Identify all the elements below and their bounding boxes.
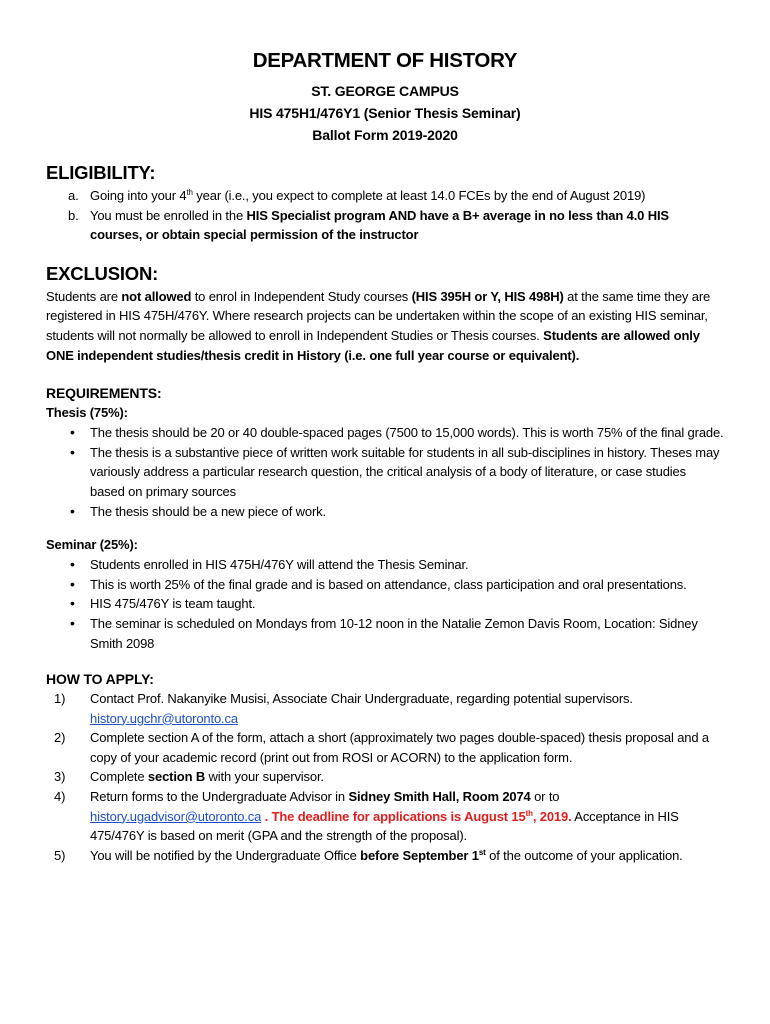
bold-run: Students are allowed only ONE independent studies/thesis credit in History (i.e. one full year course or equivalent).: [46, 327, 700, 363]
list-marker: 1): [54, 691, 66, 707]
department-title: DEPARTMENT OF HISTORY: [252, 49, 518, 72]
superscript: st: [478, 847, 486, 857]
step-text: You will be notified by the Undergraduate Office: [90, 847, 361, 863]
step-text: Contact Prof. Nakanyike Musisi, Associate Chair Undergraduate, regarding potential supervisors.: [90, 691, 633, 707]
campus-line: ST. GEORGE CAMPUS: [311, 83, 459, 99]
bold-run: not allowed: [121, 288, 192, 304]
apply-step-1: [54, 689, 724, 728]
list-marker: 4): [54, 789, 66, 805]
step-text: Complete section A of the form, attach a short (approximately two pages double-spaced) thesis proposal and a copy of your academic record (print out from ROSI or ACORN) to the application form.: [90, 730, 709, 765]
associate-chair-email-link[interactable]: history.ugchr@utoronto.ca: [90, 710, 238, 726]
apply-step-5: [54, 846, 724, 866]
text-run: to enrol in Independent Study courses: [191, 288, 412, 304]
seminar-list: [46, 555, 724, 653]
step-text: Return forms to the Undergraduate Advisor in: [90, 789, 349, 805]
deadline-text: , 2019.: [532, 808, 572, 824]
list-marker: b.: [68, 207, 79, 223]
list-marker: 2): [54, 730, 66, 746]
thesis-heading: Thesis (75%):: [46, 405, 128, 421]
list-item: • Students enrolled in HIS 475H/476Y will attend the Thesis Seminar.: [68, 555, 724, 575]
step-text: with your supervisor.: [205, 769, 324, 785]
step-text: Complete: [90, 769, 148, 785]
list-item: • The thesis is a substantive piece of written work suitable for students in all sub-disciplines in history. Theses may variously address a particular research question, the critical analysis of a body of literature, or case studies based on primary sources: [68, 443, 724, 502]
eligibility-item-b: [68, 206, 724, 245]
exclusion-heading: EXCLUSION:: [46, 262, 159, 284]
apply-steps-list: [46, 689, 724, 865]
undergraduate-advisor-email-link[interactable]: history.ugadvisor@utoronto.ca: [90, 808, 262, 824]
deadline-text: . The deadline for applications is August 15: [261, 808, 526, 824]
step-bold-text: section B: [147, 769, 206, 785]
seminar-heading: Seminar (25%):: [46, 537, 138, 553]
apply-step-2: [54, 728, 724, 767]
list-marker: 5): [54, 847, 66, 863]
apply-step-3: [54, 767, 724, 787]
item-bold-text: HIS Specialist program AND have a B+ average in no less than 4.0 HIS courses, or obtain special permission of the instructor: [90, 207, 669, 243]
item-text: You must be enrolled in the: [90, 207, 247, 223]
list-item: • The seminar is scheduled on Mondays from 10-12 noon in the Natalie Zemon Davis Room, Location: Sidney Smith 2098: [68, 614, 724, 653]
superscript: th: [525, 808, 533, 818]
eligibility-list: [46, 186, 724, 245]
list-item: • HIS 475/476Y is team taught.: [68, 594, 724, 614]
apply-step-4: [54, 787, 724, 846]
list-item: • The thesis should be a new piece of work.: [68, 502, 724, 522]
eligibility-item-a: [68, 186, 724, 206]
step-bold-text: before September 1: [360, 847, 479, 863]
eligibility-heading: ELIGIBILITY:: [46, 162, 156, 183]
item-text: Going into your 4: [90, 188, 187, 203]
text-run: Students are: [46, 288, 122, 304]
step-text: or to: [530, 789, 560, 805]
ballot-form-line: Ballot Form 2019-2020: [312, 127, 458, 143]
course-line: HIS 475H1/476Y1 (Senior Thesis Seminar): [249, 105, 521, 121]
how-to-apply-heading: HOW TO APPLY:: [46, 671, 154, 688]
thesis-list: [46, 423, 724, 521]
step-text: of the outcome of your application.: [485, 847, 683, 863]
text-run: at the same time they are registered in HIS 475H/476Y. Where research projects can be undertaken within the scope of an existing HIS seminar, students will not normally be allowed to enroll in Independent Studies or Thesis courses.: [46, 288, 711, 343]
step-bold-text: Sidney Smith Hall, Room 2074: [348, 789, 531, 805]
requirements-heading: REQUIREMENTS:: [46, 385, 162, 402]
list-item: • This is worth 25% of the final grade and is based on attendance, class participation and oral presentations.: [68, 575, 724, 595]
bold-run: (HIS 395H or Y, HIS 498H): [411, 288, 564, 304]
list-item: • The thesis should be 20 or 40 double-spaced pages (7500 to 15,000 words). This is worth 75% of the final grade.: [68, 423, 724, 443]
exclusion-paragraph: [46, 287, 724, 365]
step-text: Acceptance in HIS 475/476Y is based on merit (GPA and the strength of the proposal).: [90, 808, 679, 844]
superscript: th: [186, 188, 193, 197]
item-text: year (i.e., you expect to complete at least 14.0 FCEs by the end of August 2019): [192, 188, 646, 203]
list-marker: a.: [68, 188, 79, 203]
list-marker: 3): [54, 769, 66, 785]
